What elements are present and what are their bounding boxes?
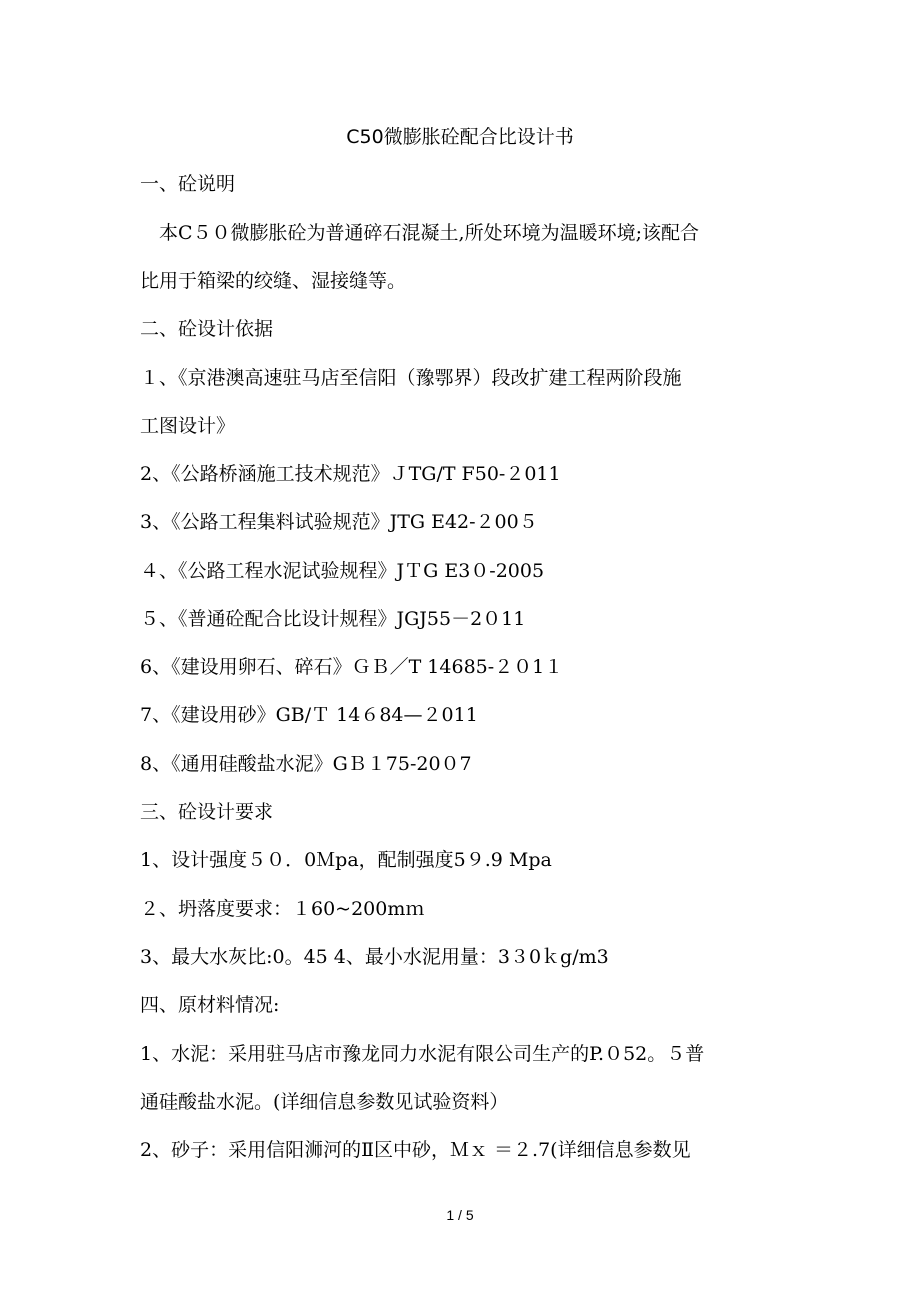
list-item: 2、砂子：采用信阳浉河的Ⅱ区中砂，Ｍｘ ＝２.7(详细信息参数见: [140, 1139, 691, 1161]
paragraph-line: 本C５０微膨胀砼为普通碎石混凝土,所处环境为温暖环境;该配合: [140, 222, 699, 244]
list-item: ４、《公路工程水泥试验规程》JＴG E3０-2005: [140, 560, 545, 582]
list-item: １、《京港澳高速驻马店至信阳（豫鄂界）段改扩建工程两阶段施: [140, 367, 682, 389]
list-item: 7、《建设用砂》GB/Ｔ 14６84—２011: [140, 704, 478, 726]
list-item: 8、《通用硅酸盐水泥》GＢ１75-20０7: [140, 753, 472, 775]
list-item-continuation: 工图设计》: [140, 415, 236, 437]
section-heading: 四、原材料情况:: [140, 994, 280, 1016]
document-title: C50微膨胀砼配合比设计书: [346, 126, 574, 148]
list-item: ２、坍落度要求：１60~200mｍ: [140, 898, 425, 920]
section-heading: 一、砼说明: [140, 173, 236, 195]
list-item: 3、《公路工程集料试验规范》JTG E42-２00５: [140, 511, 538, 533]
page-number: 1 / 5: [446, 1207, 474, 1223]
list-item: 1、设计强度５０．0Ｍpa，配制强度5９.9 Mpa: [140, 849, 552, 871]
list-item: 2、《公路桥涵施工技术规范》ＪTG/T F50-２011: [140, 463, 561, 485]
list-item: 6、《建设用卵石、碎石》ＧＢ／T 14685-２０1１: [140, 656, 564, 678]
list-item: ５、《普通砼配合比设计规程》JGJ55－2０11: [140, 608, 526, 630]
list-item: 1、水泥：采用驻马店市豫龙同力水泥有限公司生产的P.０52。５普: [140, 1043, 705, 1065]
section-heading: 三、砼设计要求: [140, 801, 274, 823]
list-item-continuation: 通硅酸盐水泥。(详细信息参数见试验资料）: [140, 1091, 509, 1113]
paragraph-line: 比用于箱梁的绞缝、湿接缝等。: [140, 270, 407, 292]
list-item: 3、最大水灰比:0。45 4、最小水泥用量：3３0ｋg/m3: [140, 946, 609, 968]
section-heading: 二、砼设计依据: [140, 318, 274, 340]
